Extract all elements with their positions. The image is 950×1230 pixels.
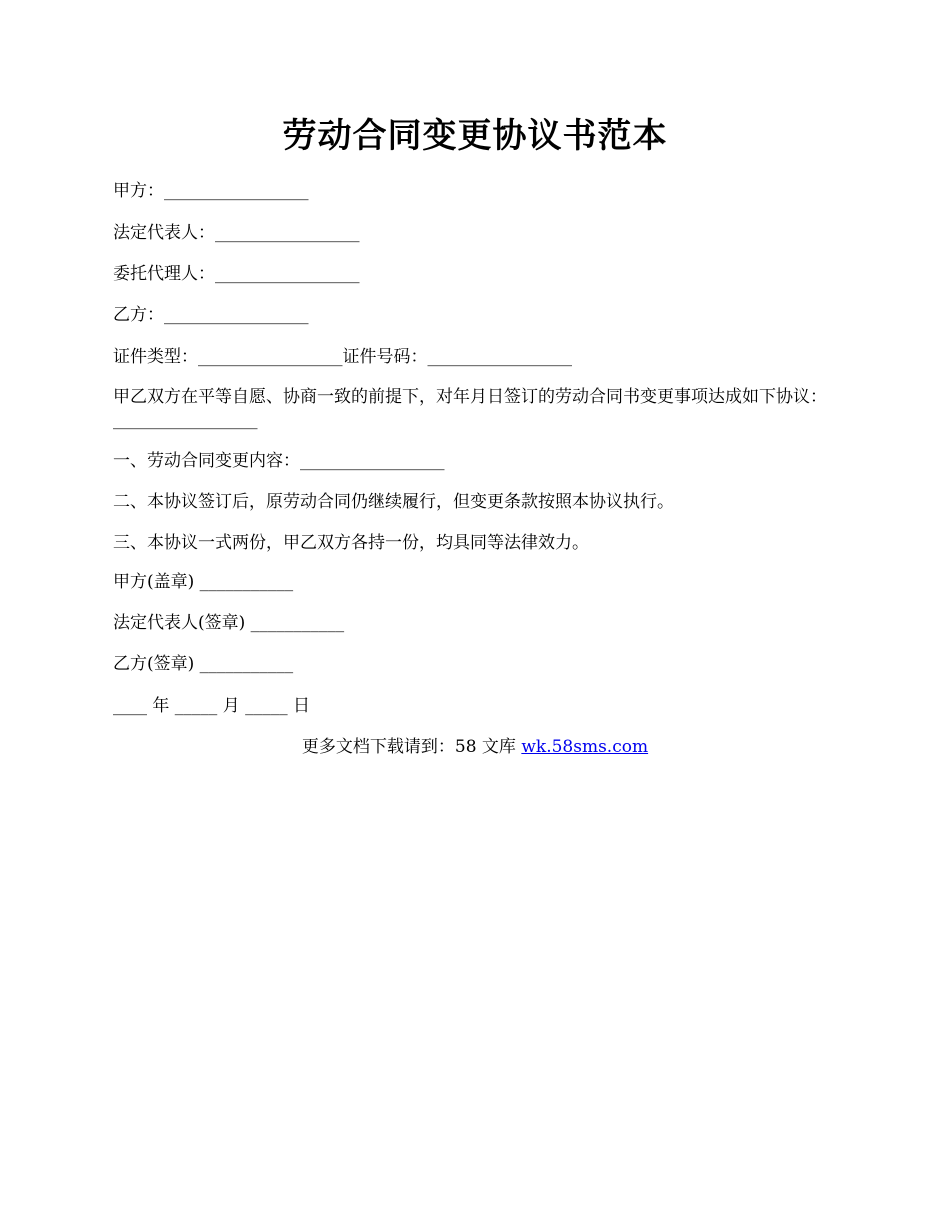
legal-rep-line: 法定代表人：_________________ <box>113 223 360 243</box>
footer-text: 更多文档下载请到：58 文库 <box>301 737 522 757</box>
party-b-signature-line: 乙方(签章) ___________ <box>113 654 294 674</box>
party-b-line: 乙方：_________________ <box>113 305 309 325</box>
legal-rep-signature-line: 法定代表人(签章) ___________ <box>113 613 345 633</box>
clause-2-line: 二、本协议签订后，原劳动合同仍继续履行，但变更条款按照本协议执行。 <box>113 492 674 512</box>
agent-line: 委托代理人：_________________ <box>113 264 360 284</box>
party-a-line: 甲方：_________________ <box>113 181 309 201</box>
clause-3-line: 三、本协议一式两份，甲乙双方各持一份，均具同等法律效力。 <box>113 533 589 553</box>
footer-link[interactable]: wk.58sms.com <box>521 737 649 757</box>
preamble-paragraph: 甲乙双方在平等自愿、协商一致的前提下，对年月日签订的劳动合同书变更事项达成如下协议：_________________ <box>113 387 827 430</box>
party-a-signature-line: 甲方(盖章) ___________ <box>113 572 294 592</box>
document-title: 劳动合同变更协议书范本 <box>282 116 668 156</box>
date-line: ____ 年 _____ 月 _____ 日 <box>113 696 311 716</box>
footer <box>0 735 950 759</box>
id-type-number-line: 证件类型：_________________证件号码：_________________ <box>113 347 572 367</box>
clause-1-line: 一、劳动合同变更内容：_________________ <box>113 451 445 471</box>
